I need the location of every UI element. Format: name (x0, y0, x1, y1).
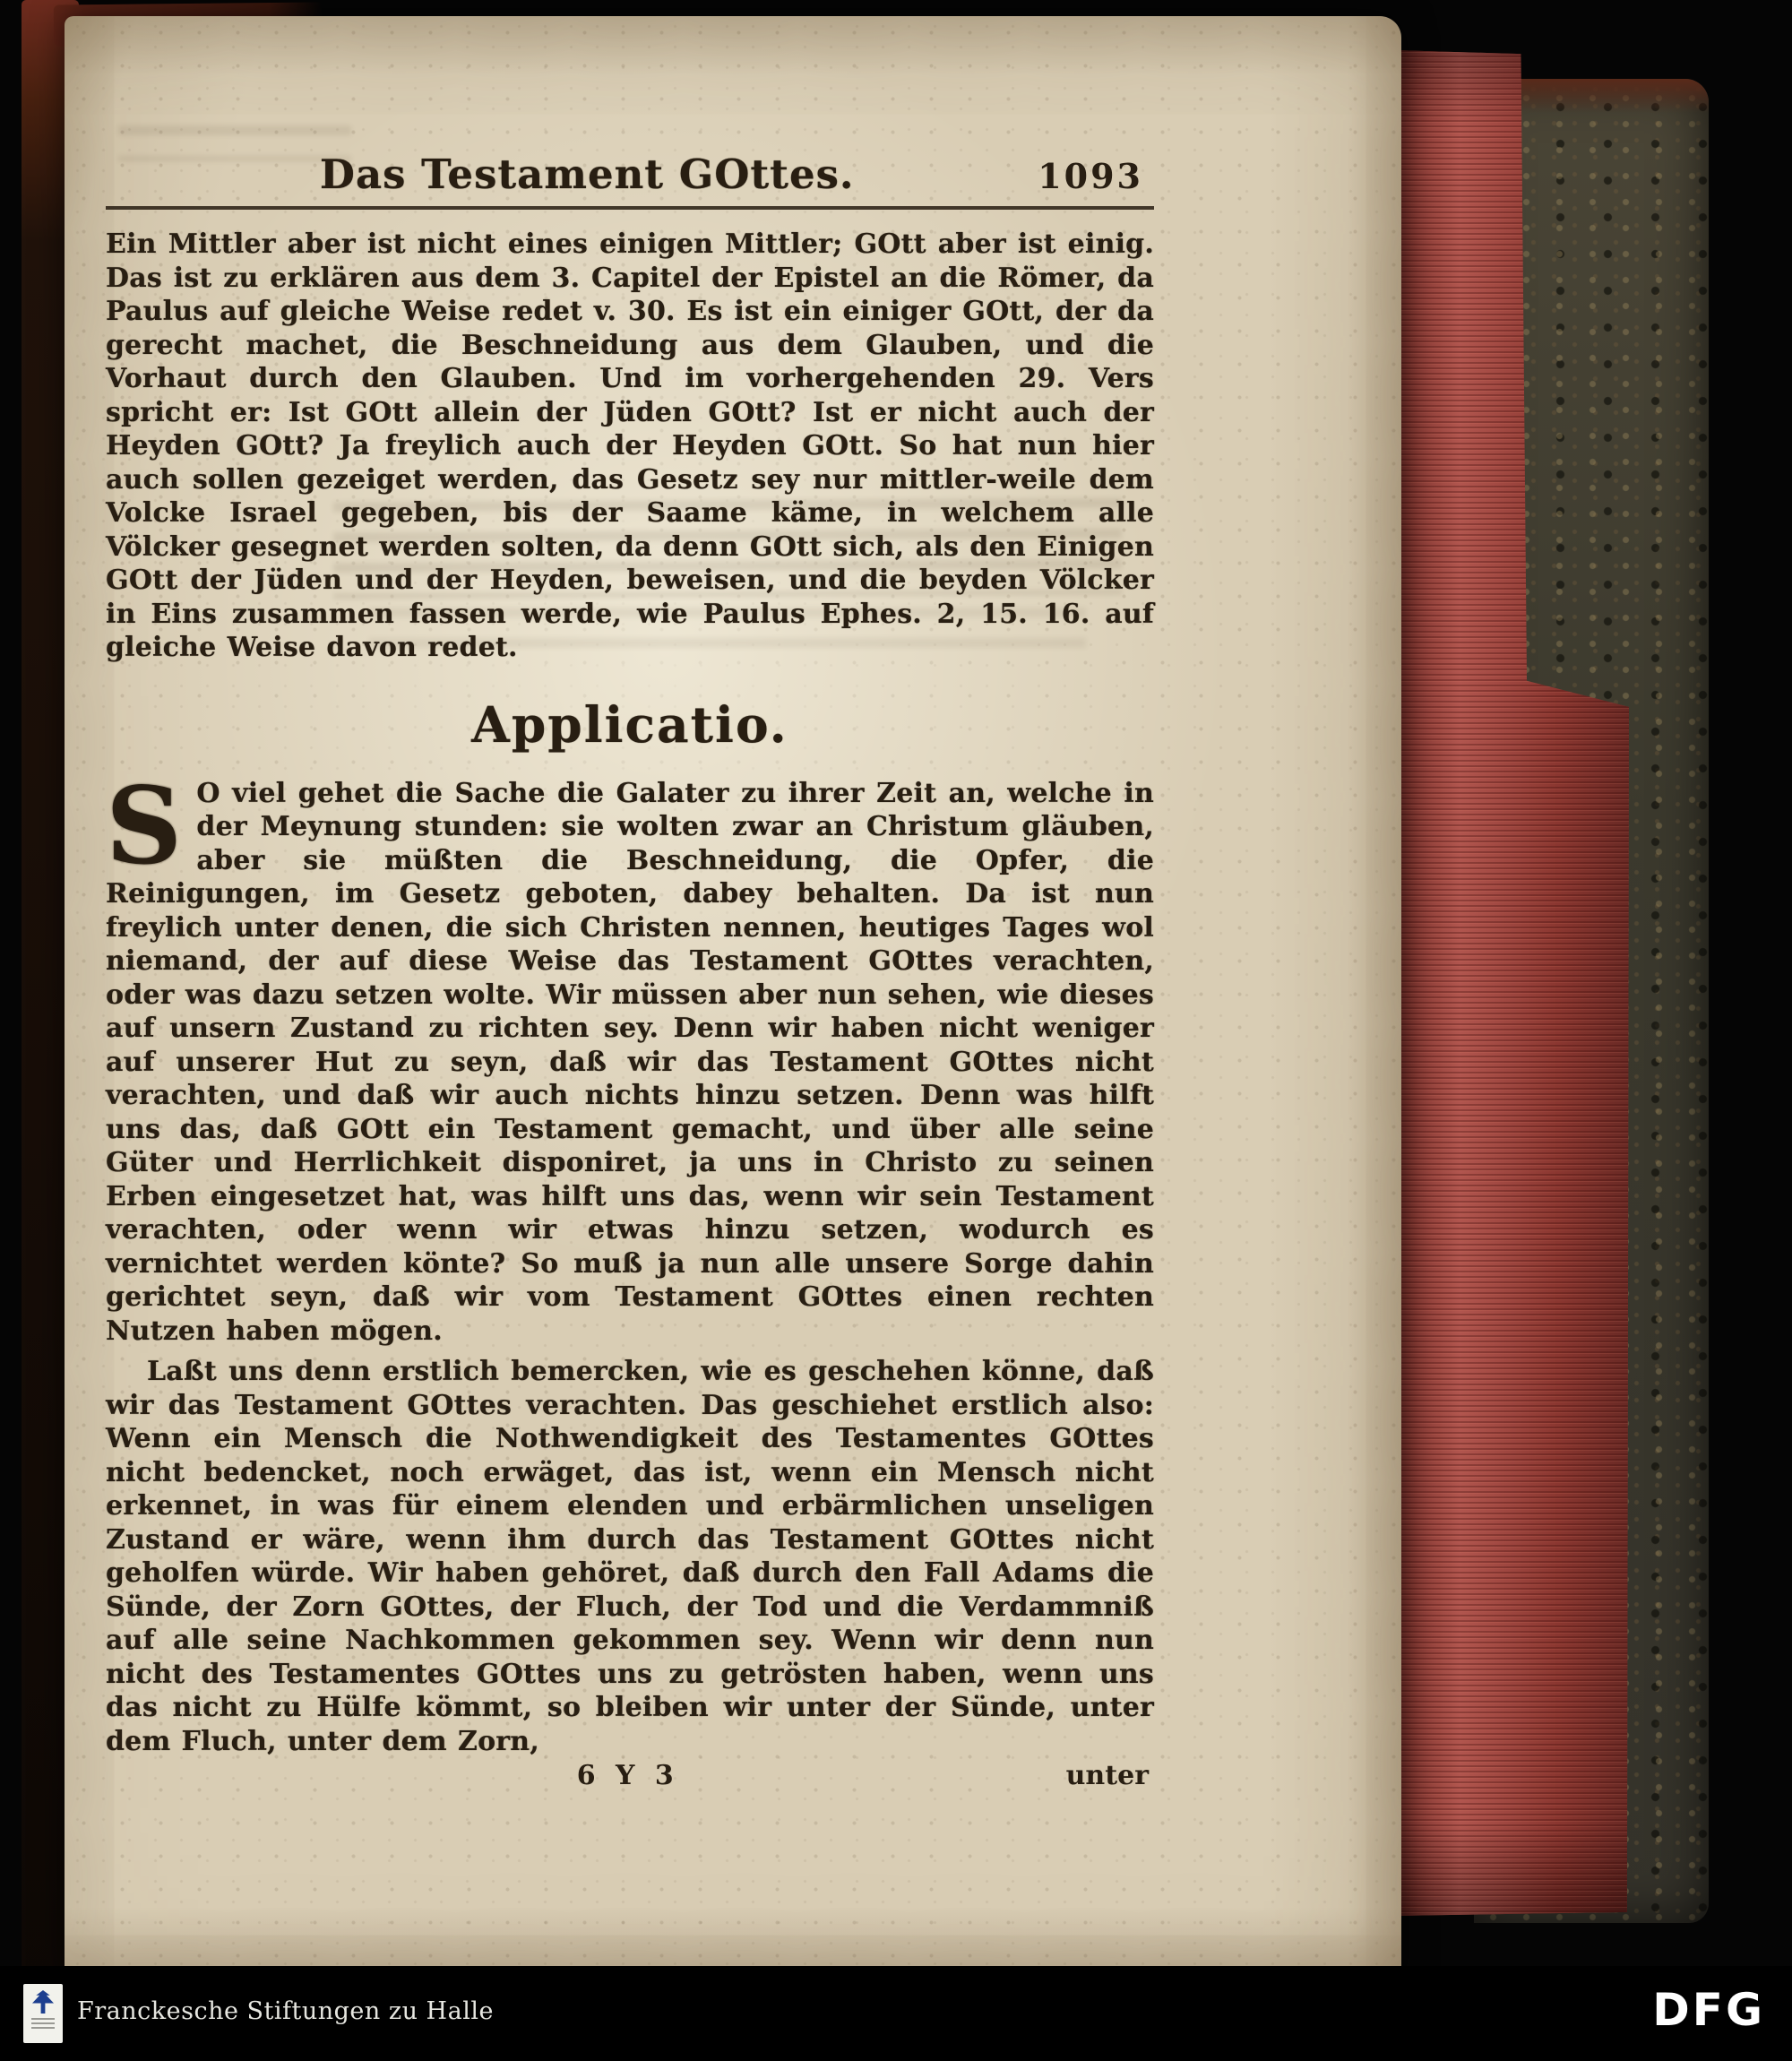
franckesche-stiftungen-logo-icon (23, 1984, 63, 2043)
header-rule (106, 206, 1154, 210)
institution-name: Franckesche Stiftungen zu Halle (77, 1997, 494, 2025)
logo-caption-lines (31, 2018, 55, 2029)
viewer-footer-bar (0, 1966, 1792, 2061)
dfg-logo: DFG (1652, 1984, 1765, 2036)
signature-mark: 6 Y 3 (576, 1760, 679, 1791)
paragraph-3: Laßt uns denn erstlich bemercken, wie es geschehen könne, daß wir das Testament GOttes verachten. Das geschiehet erstlich also: Wenn ein Mensch die Nothwendigkeit des Testamentes GOttes nicht bedencket, noch erwäget, das ist, wenn ein Mensch nicht erkennet, in was für einem elenden und erbärmlichen unseligen Zustand er wäre, wenn ihm durch das Testament GOttes nicht geholfen würde. Wir haben gehöret, daß durch den Fall Adams die Sünde, der Zorn GOttes, der Fluch, der Tod und die Verdammniß auf alle seine Nachkommen gekommen sey. Wenn wir denn nun nicht des Testamentes GOttes uns zu getrösten haben, wenn uns das nicht zu Hülfe kömmt, so bleiben wir unter der Sünde, unter dem Fluch, unter dem Zorn, (106, 1356, 1154, 1757)
paragraph-2-text: O viel gehet die Sache die Galater zu ihrer Zeit an, welche in der Meynung stunden: sie wolten zwar an Christum gläuben, aber sie müßten die Beschneidung, die Opfer, die Reinigungen, im Gesetz geboten, dabey behalten. Da ist nun freylich unter denen, die sich Christen nennen, heutiges Tages wol niemand, der auf diese Weise das Testament GOttes verachten, oder was dazu setzen wolte. Wir müssen aber nun sehen, wie dieses auf unsern Zustand zu richten sey. Denn wir haben nicht weniger auf unserer Hut zu seyn, daß wir das Testament GOttes nicht verachten, und daß wir auch nichts hinzu setzen. Denn was hilft uns das, daß GOtt ein Testament gemacht, und über alle seine Güter und Herrlichkeit disponiret, ja uns in Christo zu seinen Erben eingesetzet hat, was hilft uns das, wenn wir sein Testament verachten, oder wenn wir etwas hinzu setzen, wodurch es vernichtet werden könte? So muß ja nun alle unsere Sorge dahin gerichtet seyn, daß wir vom Testament GOttes einen rechten Nutzen haben mögen. (106, 777, 1154, 1347)
page-number: 1093 (1038, 156, 1143, 196)
page-text-block (106, 151, 1154, 1799)
signature-row (106, 1760, 1154, 1799)
running-header (106, 151, 1154, 203)
eagle-emblem-icon (32, 1990, 54, 2014)
book-page (65, 16, 1401, 1986)
paragraph-1: Ein Mittler aber ist nicht eines einigen Mittler; GOtt aber ist einig. Das ist zu erklären aus dem 3. Capitel der Epistel an die Römer, da Paulus auf gleiche Weise redet v. 30. Es ist ein einiger GOtt, der da gerecht machet, die Beschneidung aus dem Glauben, und die Vorhaut durch den Glauben. Und im vorhergehenden 29. Vers spricht er: Ist GOtt allein der Jüden GOtt? Ist er nicht auch der Heyden GOtt? Ja freylich auch der Heyden GOtt. So hat nun hier auch sollen gezeiget werden, das Gesetz sey nur mittler-weile dem Volcke Israel gegeben, bis der Saame käme, in welchem alle Völcker gesegnet werden solten, da denn GOtt sich, als den Einigen GOtt der Jüden und der Heyden, beweisen, und die beyden Völcker in Eins zusammen fassen werde, wie Paulus Ephes. 2, 15. 16. auf gleiche Weise davon redet. (106, 229, 1154, 663)
drop-cap-initial: S (106, 763, 183, 888)
section-heading: Applicatio. (471, 694, 788, 754)
running-title: Das Testament GOttes. (319, 151, 855, 198)
catchword: unter (1065, 1760, 1149, 1791)
paragraph-2 (106, 763, 1154, 1349)
